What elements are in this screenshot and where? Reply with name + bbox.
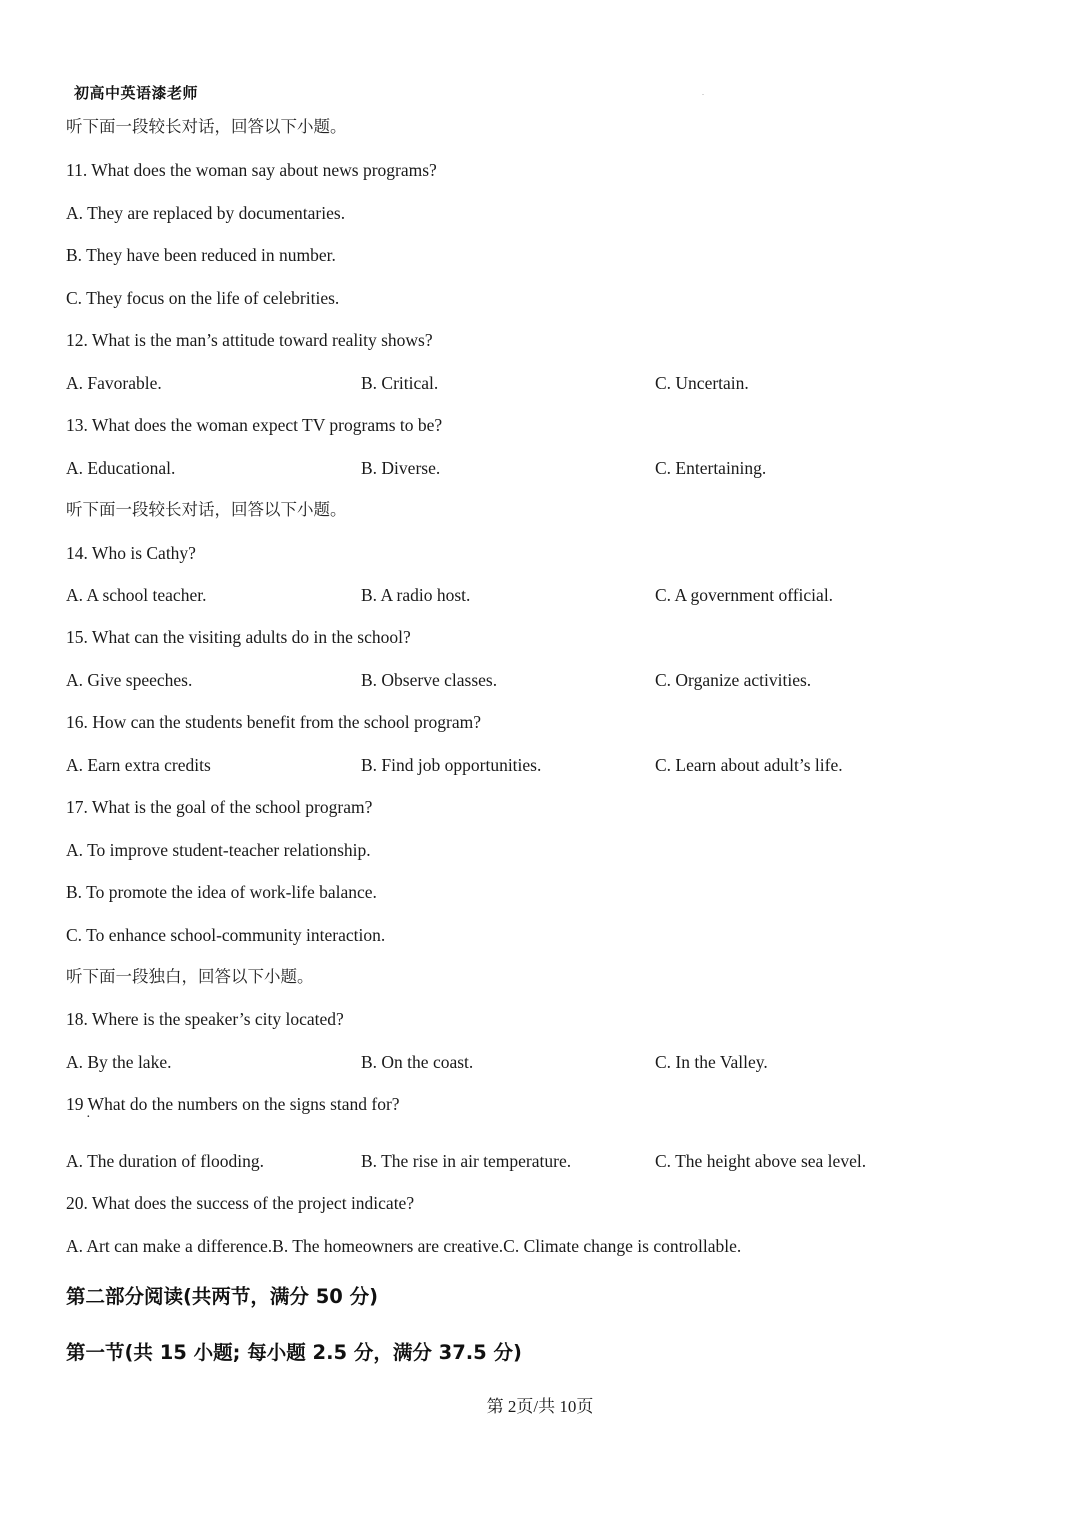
q13-option-b: B. Diverse.: [361, 458, 441, 478]
question-19: 19 What do the numbers on the signs stand for?: [66, 1094, 400, 1114]
q14-option-c: C. A government official.: [655, 585, 834, 605]
question-14: 14. Who is Cathy?: [66, 543, 196, 563]
watermark-text: 初高中英语漆老师: [74, 84, 199, 102]
q16-option-a: A. Earn extra credits: [66, 755, 211, 775]
q14-option-a: A. A school teacher.: [66, 585, 207, 605]
question-12: 12. What is the man’s attitude toward reality shows?: [66, 330, 433, 350]
q19-option-a: A. The duration of flooding.: [66, 1151, 264, 1171]
q11-option-b: B. They have been reduced in number.: [66, 245, 336, 265]
section-intro: 听下面一段较长对话，回答以下小题。: [66, 500, 347, 519]
question-19-dot: ·: [86, 1110, 91, 1125]
stray-dot: .: [702, 88, 704, 97]
q12-option-a: A. Favorable.: [66, 373, 162, 393]
q15-option-b: B. Observe classes.: [361, 670, 498, 690]
section-intro: 听下面一段较长对话，回答以下小题。: [66, 117, 347, 136]
q12-option-c: C. Uncertain.: [655, 373, 749, 393]
q18-option-c: C. In the Valley.: [655, 1052, 768, 1072]
question-13: 13. What does the woman expect TV programs to be?: [66, 415, 443, 435]
q14-option-b: B. A radio host.: [361, 585, 471, 605]
question-20: 20. What does the success of the project indicate?: [66, 1193, 415, 1213]
part-two-heading: 第二部分阅读(共两节，满分 50 分): [66, 1285, 379, 1308]
question-11: 11. What does the woman say about news programs?: [66, 160, 437, 180]
q16-option-b: B. Find job opportunities.: [361, 755, 542, 775]
q11-option-c: C. They focus on the life of celebrities.: [66, 288, 340, 308]
q16-option-c: C. Learn about adult’s life.: [655, 755, 843, 775]
question-18: 18. Where is the speaker’s city located?: [66, 1009, 344, 1029]
q15-option-a: A. Give speeches.: [66, 670, 193, 690]
q17-option-a: A. To improve student-teacher relationship.: [66, 840, 371, 860]
q13-option-c: C. Entertaining.: [655, 458, 767, 478]
q18-option-b: B. On the coast.: [361, 1052, 474, 1072]
q12-option-b: B. Critical.: [361, 373, 439, 393]
q17-option-c: C. To enhance school-community interaction.: [66, 925, 386, 945]
question-17: 17. What is the goal of the school program?: [66, 797, 373, 817]
q18-option-a: A. By the lake.: [66, 1052, 172, 1072]
q19-option-b: B. The rise in air temperature.: [361, 1151, 572, 1171]
q19-option-c: C. The height above sea level.: [655, 1151, 867, 1171]
q13-option-a: A. Educational.: [66, 458, 176, 478]
section-one-heading: 第一节(共 15 小题; 每小题 2.5 分，满分 37.5 分): [66, 1341, 522, 1364]
section-intro: 听下面一段独白，回答以下小题。: [66, 967, 314, 986]
q15-option-c: C. Organize activities.: [655, 670, 812, 690]
page-indicator: 第 2页/共 10页: [486, 1397, 594, 1416]
q17-option-b: B. To promote the idea of work-life balance.: [66, 882, 377, 902]
question-16: 16. How can the students benefit from the school program?: [66, 712, 482, 732]
q11-option-a: A. They are replaced by documentaries.: [66, 203, 346, 223]
q20-options: A. Art can make a difference.B. The homeowners are creative.C. Climate change is controllable.: [66, 1236, 742, 1256]
question-15: 15. What can the visiting adults do in the school?: [66, 627, 411, 647]
